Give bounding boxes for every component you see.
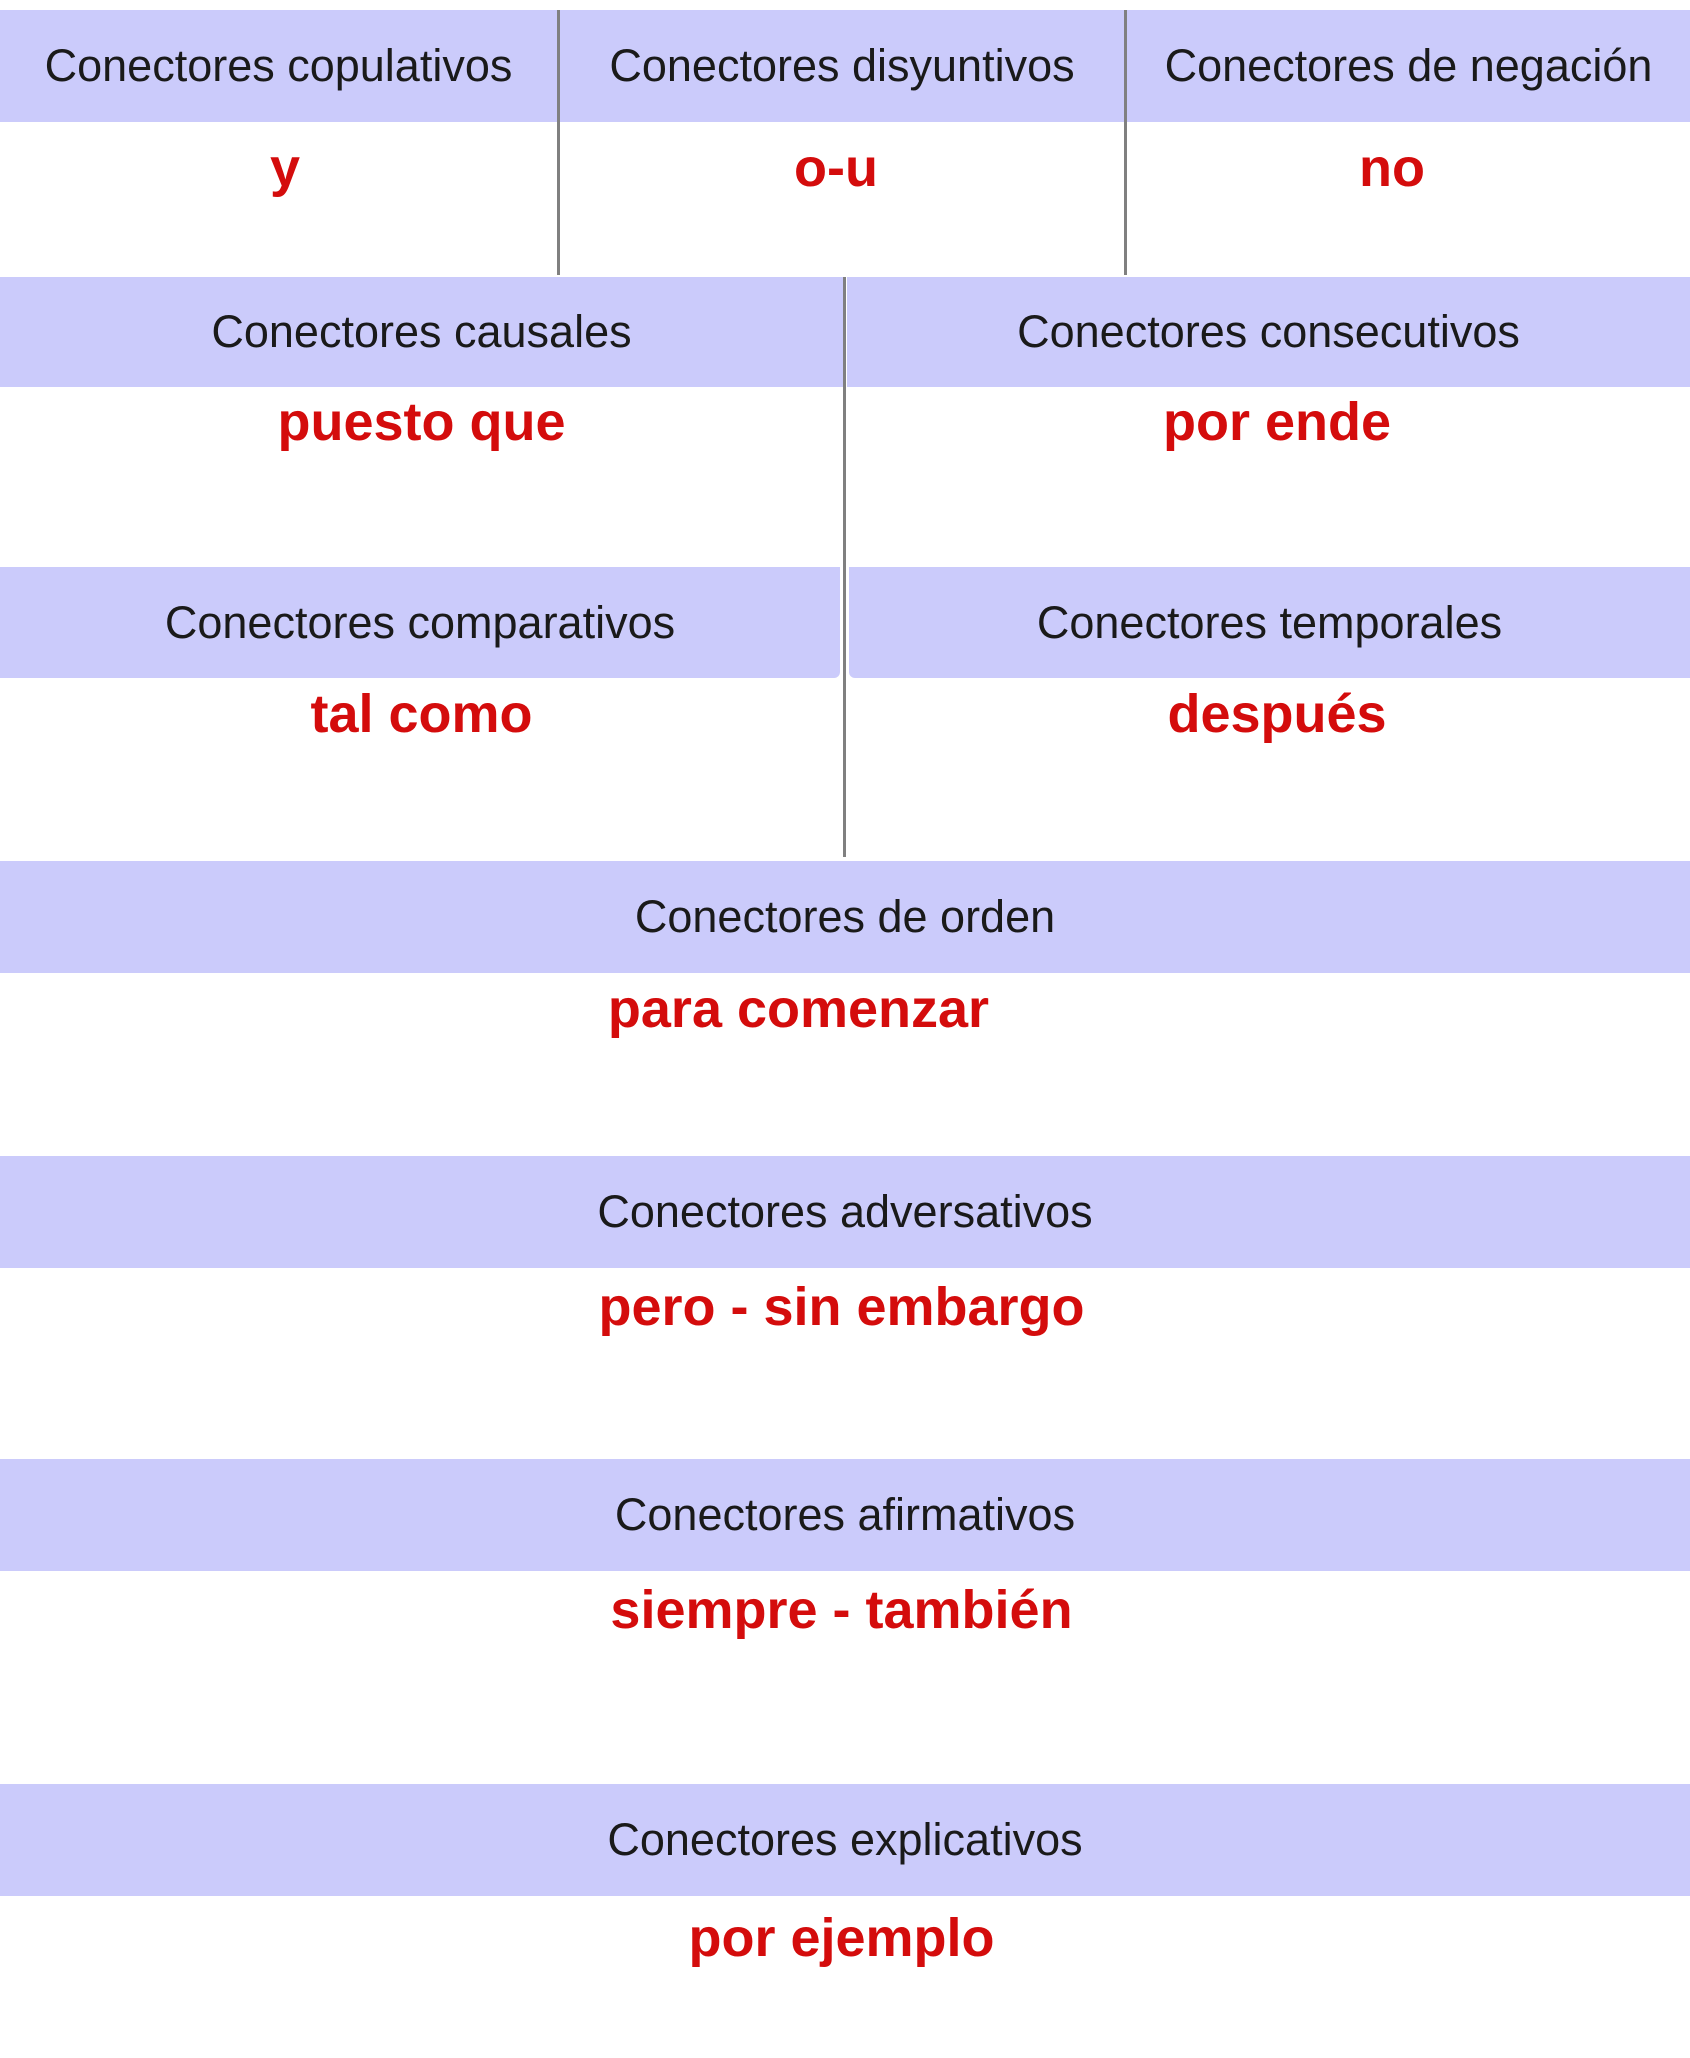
header-afirmativos: Conectores afirmativos [0, 1459, 1690, 1571]
example-copulativos: y [269, 138, 301, 198]
example-adversativos: pero - sin embargo [598, 1277, 1085, 1337]
column-divider [843, 277, 846, 857]
header-temporales: Conectores temporales [849, 567, 1690, 678]
example-explicativos: por ejemplo [688, 1908, 995, 1968]
header-negacion: Conectores de negación [1127, 10, 1690, 122]
header-orden: Conectores de orden [0, 861, 1690, 973]
example-consecutivos: por ende [1162, 392, 1392, 452]
example-negacion: no [1359, 138, 1425, 198]
example-disyuntivos: o-u [794, 138, 878, 198]
header-consecutivos: Conectores consecutivos [847, 277, 1690, 387]
header-disyuntivos: Conectores disyuntivos [560, 10, 1124, 122]
column-divider [1124, 10, 1127, 275]
header-explicativos: Conectores explicativos [0, 1784, 1690, 1896]
example-afirmativos: siempre - también [610, 1580, 1073, 1640]
header-causales: Conectores causales [0, 277, 843, 387]
header-comparativos: Conectores comparativos [0, 567, 840, 678]
example-orden: para comenzar [607, 979, 990, 1039]
example-causales: puesto que [277, 392, 566, 452]
example-comparativos: tal como [310, 684, 533, 744]
example-temporales: después [1167, 684, 1387, 744]
header-copulativos: Conectores copulativos [0, 10, 557, 122]
column-divider [557, 10, 560, 275]
header-adversativos: Conectores adversativos [0, 1156, 1690, 1268]
